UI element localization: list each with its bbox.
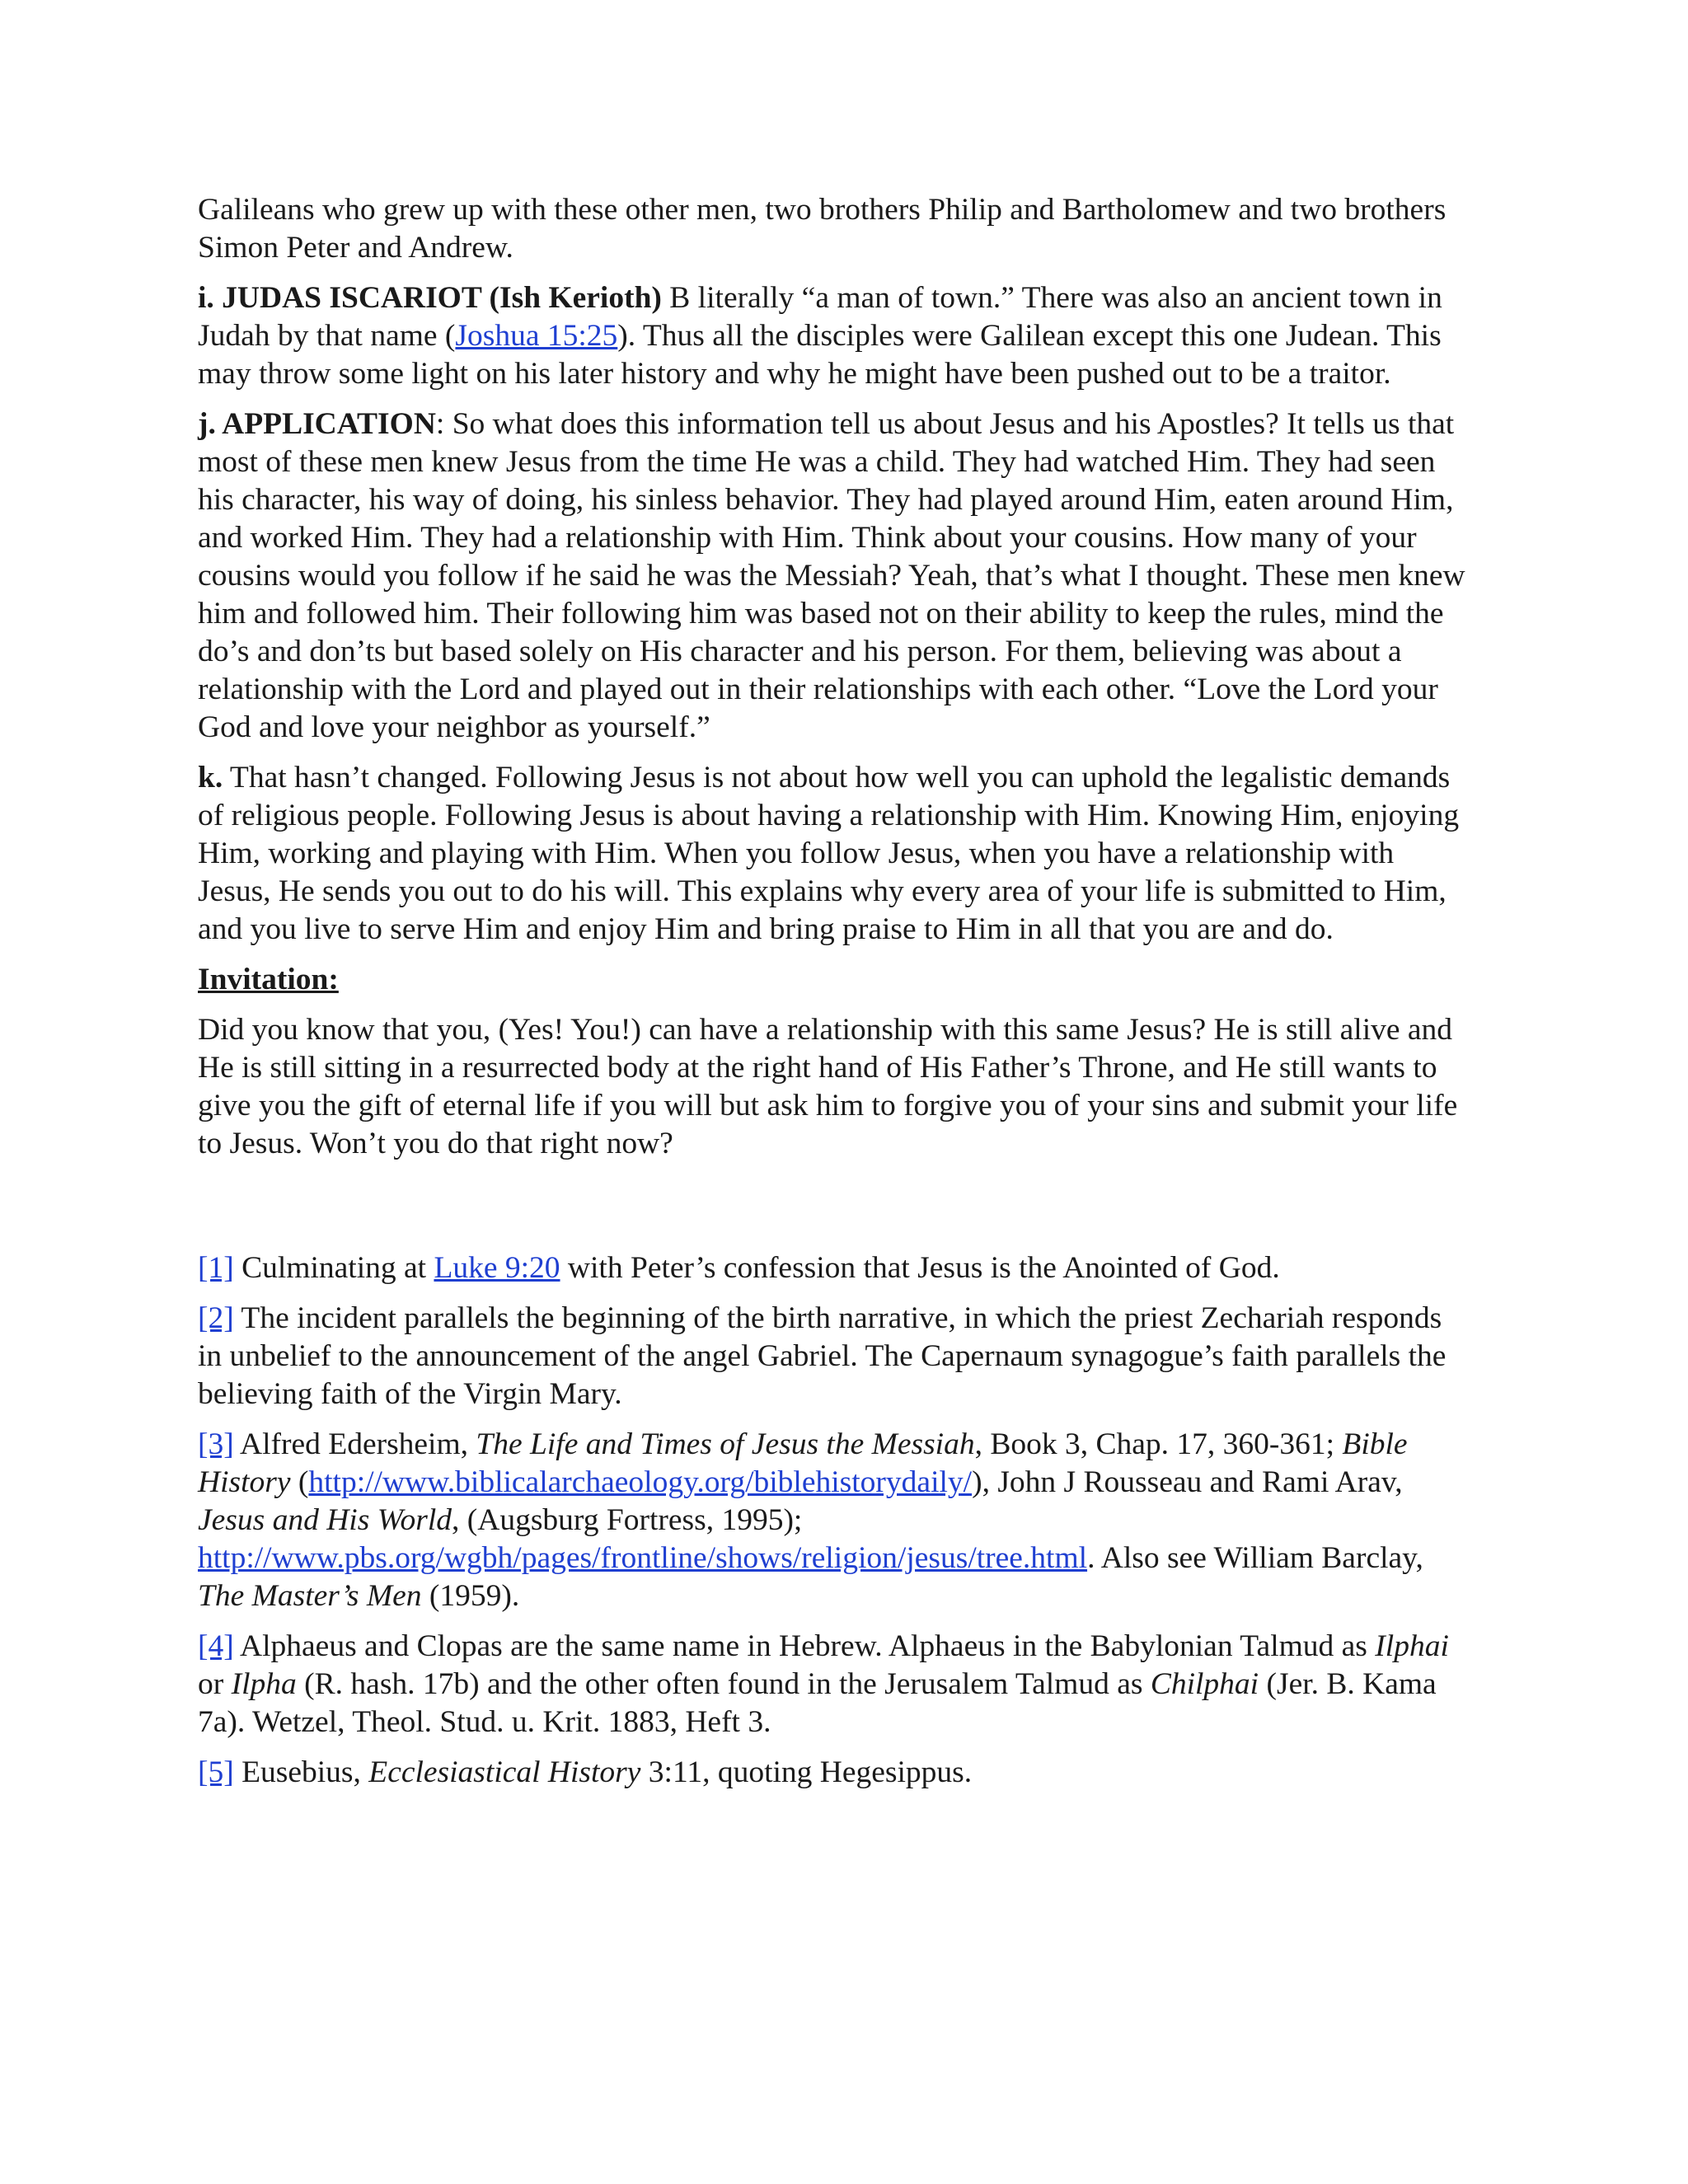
paragraph-judas-iscariot: i. JUDAS ISCARIOT (Ish Kerioth) B literally “a man of town.” There was also an ancient town in Judah by that name (Joshua 15:25). Thus all the disciples were Galilean except this one Judean. This may throw some light on his later history and why he might have been pushed out to be a traitor.	[198, 281, 1442, 391]
link-pbs-frontline[interactable]: http://www.pbs.org/wgbh/pages/frontline/shows/religion/jesus/tree.html	[198, 1541, 1088, 1575]
spacer	[198, 1175, 1471, 1249]
footnote-ref-1[interactable]: [1]	[198, 1251, 234, 1285]
footnote-ref-3[interactable]: [3]	[198, 1427, 234, 1461]
footnote-ref-4[interactable]: [4]	[198, 1629, 234, 1663]
paragraph-invitation: Did you know that you, (Yes! You!) can have a relationship with this same Jesus? He is still alive and He is still sitting in a resurrected body at the right hand of His Father’s Throne, and He still wants to give you the gift of eternal life if you will but ask him to forgive you of your sins and submit your life to Jesus. Won’t you do that right now?	[198, 1013, 1458, 1160]
link-biblicalarchaeology[interactable]: http://www.biblicalarchaeology.org/biblehistorydaily/	[308, 1465, 973, 1499]
footnote-1: [1] Culminating at Luke 9:20 with Peter’s confession that Jesus is the Anointed of God.	[198, 1251, 1280, 1285]
footnote-2: [2] The incident parallels the beginning of the birth narrative, in which the priest Zechariah responds in unbelief to the announcement of the angel Gabriel. The Capernaum synagogue’s faith parallels the believing faith of the Virgin Mary.	[198, 1301, 1447, 1411]
section-label-k: k.	[198, 761, 223, 794]
link-joshua-15-25[interactable]: Joshua 15:25	[455, 319, 618, 353]
paragraph-galileans: Galileans who grew up with these other men, two brothers Philip and Bartholomew and two brothers Simon Peter and Andrew.	[198, 193, 1447, 265]
footnote-3: [3] Alfred Edersheim, The Life and Times of Jesus the Messiah, Book 3, Chap. 17, 360-361; Bible History (http://www.biblicalarchaeology.org/biblehistorydaily/), John J Rousseau and Rami Arav, Jesus and His World, (Augsburg Fortress, 1995); http://www.pbs.org/wgbh/pages/frontline/shows/religion/jesus/tree.html. Also see William Barclay, The Master’s Men (1959).	[198, 1427, 1423, 1613]
footnote-5: [5] Eusebius, Ecclesiastical History 3:11, quoting Hegesippus.	[198, 1755, 973, 1789]
document-page	[198, 191, 1471, 1804]
paragraph-k: k. That hasn’t changed. Following Jesus is not about how well you can uphold the legalistic demands of religious people. Following Jesus is about having a relationship with Him. Knowing Him, enjoying Him, working and playing with Him. When you follow Jesus, when you have a relationship with Jesus, He sends you out to do his will. This explains why every area of your life is submitted to Him, and you live to serve Him and enjoy Him and bring praise to Him in all that you are and do.	[198, 761, 1460, 946]
section-label-j: j. APPLICATION	[198, 407, 436, 441]
paragraph-application: j. APPLICATION: So what does this information tell us about Jesus and his Apostles? It tells us that most of these men knew Jesus from the time He was a child. They had watched Him. They had seen his character, his way of doing, his sinless behavior. They had played around Him, eaten around Him, and worked Him. They had a relationship with Him. Think about your cousins. How many of your cousins would you follow if he said he was the Messiah? Yeah, that’s what I thought. These men knew him and followed him. Their following him was based not on their ability to keep the rules, mind the do’s and don’ts but based solely on His character and his person. For them, believing was about a relationship with the Lord and played out in their relationships with each other. “Love the Lord your God and love your neighbor as yourself.”	[198, 407, 1465, 744]
footnote-4: [4] Alphaeus and Clopas are the same name in Hebrew. Alphaeus in the Babylonian Talmud as Ilphai or Ilpha (R. hash. 17b) and the other often found in the Jerusalem Talmud as Chilphai (Jer. B. Kama 7a). Wetzel, Theol. Stud. u. Krit. 1883, Heft 3.	[198, 1629, 1449, 1739]
footnote-ref-5[interactable]: [5]	[198, 1755, 234, 1789]
link-luke-9-20[interactable]: Luke 9:20	[434, 1251, 560, 1285]
invitation-heading: Invitation:	[198, 963, 339, 996]
section-label-i: i. JUDAS ISCARIOT (Ish Kerioth)	[198, 281, 662, 315]
footnote-ref-2[interactable]: [2]	[198, 1301, 234, 1335]
